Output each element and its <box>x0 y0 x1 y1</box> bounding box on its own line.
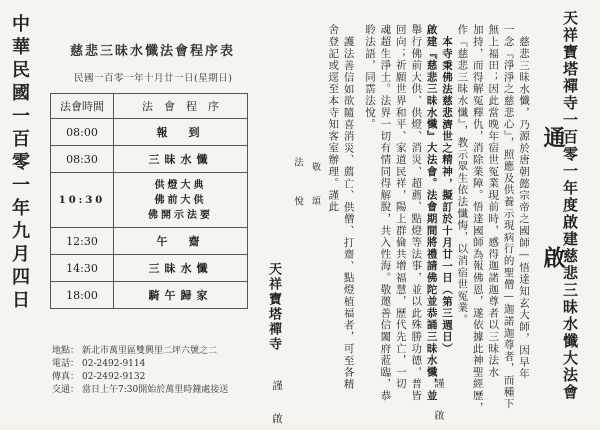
fax-line <box>52 371 228 384</box>
schedule-activity: 三昧水懺 <box>114 255 248 282</box>
schedule-row <box>51 173 248 228</box>
fax-value: 02-2492-9132 <box>82 372 146 382</box>
schedule-time: 12:30 <box>51 228 114 255</box>
closing-left: 謹 啟 <box>271 380 283 430</box>
schedule-row <box>51 228 248 255</box>
temple-signature: 天祥寶塔禪寺 <box>266 262 281 352</box>
header-program: 法 會 程 序 <box>114 94 248 119</box>
schedule-date: 民國一百零一年十月廿一日(星期日) <box>74 73 233 84</box>
letter-column: 一念『淨淨之慈悲心』，照應及供養示現病行的聖僧—迦諾迦尊者，而種下 <box>502 24 515 410</box>
header-time: 法會時間 <box>51 94 114 119</box>
contact-info <box>52 345 228 397</box>
schedule-activity: 供燈大典 佛前大供 佛開示法要 <box>114 173 248 228</box>
address-line <box>52 345 228 358</box>
schedule-time: 18:00 <box>51 282 114 309</box>
phone-value: 02-2492-9114 <box>82 359 146 369</box>
schedule-row <box>51 255 248 282</box>
letter-column: 舍登記或逕至本寺知客室辦理。謹此 <box>327 24 340 213</box>
notice-heading: 通 啟 <box>540 126 566 306</box>
schedule-activity: 騎午歸家 <box>114 282 248 309</box>
schedule-time: 10:30 <box>51 173 114 228</box>
letter-column: 舉行佛前大供、供燈、消災、超薦、點燈等法事，並以此殊勝功德，普皆 <box>410 24 423 402</box>
schedule-activity: 三昧水懺 <box>114 146 248 173</box>
transport-value: 當日上午7:30開始於萬里時鐘處接送 <box>82 385 229 395</box>
schedule-activity: 午 齋 <box>114 228 248 255</box>
transport-line <box>52 384 228 397</box>
schedule-row <box>51 119 248 146</box>
letter-column: 護法善信如欲隨喜消災、薦亡、供僧、打齋、點燈植福者，可至各精 <box>342 36 355 390</box>
letter-column: 回向；祈願世界和平、家道民祥，陽上群倫共增福慧，歷代先亡，一切 <box>394 24 407 390</box>
letter-column: 啟建『慈悲三昧水懺』大法會。法會期間將禮請佛陀並恭誦三昧水懺，並 <box>425 24 438 402</box>
notice-title: 天祥寶塔禪寺一百零一年度啟建慈悲三昧水懺大法會 <box>561 10 579 401</box>
schedule-panel <box>48 8 258 420</box>
letter-column: 加持，而得解冤釋仇，消除業障。悟達國師為報佛恩，遂依據此神聖經歷， <box>471 24 484 414</box>
address-label: 地點： <box>52 346 80 356</box>
schedule-table <box>50 93 248 309</box>
closing-fayue: 法 悅 <box>292 157 303 216</box>
schedule-row <box>51 282 248 309</box>
letter-column: 魂超生淨土。法界一切有情同得解脫，共入性海。敬邀善信闔府蒞臨，恭 <box>379 24 392 402</box>
schedule-time: 14:30 <box>51 255 114 282</box>
closing-jingsong: 敬 頌 <box>310 162 320 213</box>
transport-label: 交通： <box>52 385 80 395</box>
phone-line <box>52 358 228 371</box>
schedule-activity: 報 到 <box>114 119 248 146</box>
letter-column: 聆法語，同霑法悅。 <box>364 24 376 131</box>
letter-column: 無上福田；因此當晚年宿世冤業現前時，感得迦諾迦尊者以三昧法水 <box>487 24 500 378</box>
schedule-time: 08:00 <box>51 119 114 146</box>
letter-column: 慈悲三昧水懺，乃源於唐朝懿宗帝之國師—悟達知玄大師，因早年 <box>518 36 530 380</box>
fax-label: 傳真： <box>52 372 80 382</box>
phone-label: 電話： <box>52 359 80 369</box>
issue-date: 中華民國一百零一年九月四日 <box>9 14 30 313</box>
address-value: 新北市萬里區雙興里二坪六號之二 <box>82 346 218 356</box>
schedule-time: 08:30 <box>51 146 114 173</box>
letter-column: 本寺秉佛法慈悲濟世之精神，擬訂於十月廿一日（第三週日） <box>441 36 453 355</box>
closing-right: 謹 啟 <box>432 378 443 426</box>
schedule-header-row <box>51 94 248 119</box>
schedule-row <box>51 146 248 173</box>
letter-column: 作『慈悲三昧水懺』，教示眾生依法懺悔，以消宿世冤業。 <box>456 24 469 326</box>
schedule-title: 慈悲三昧水懺法會程序表 <box>70 44 236 59</box>
